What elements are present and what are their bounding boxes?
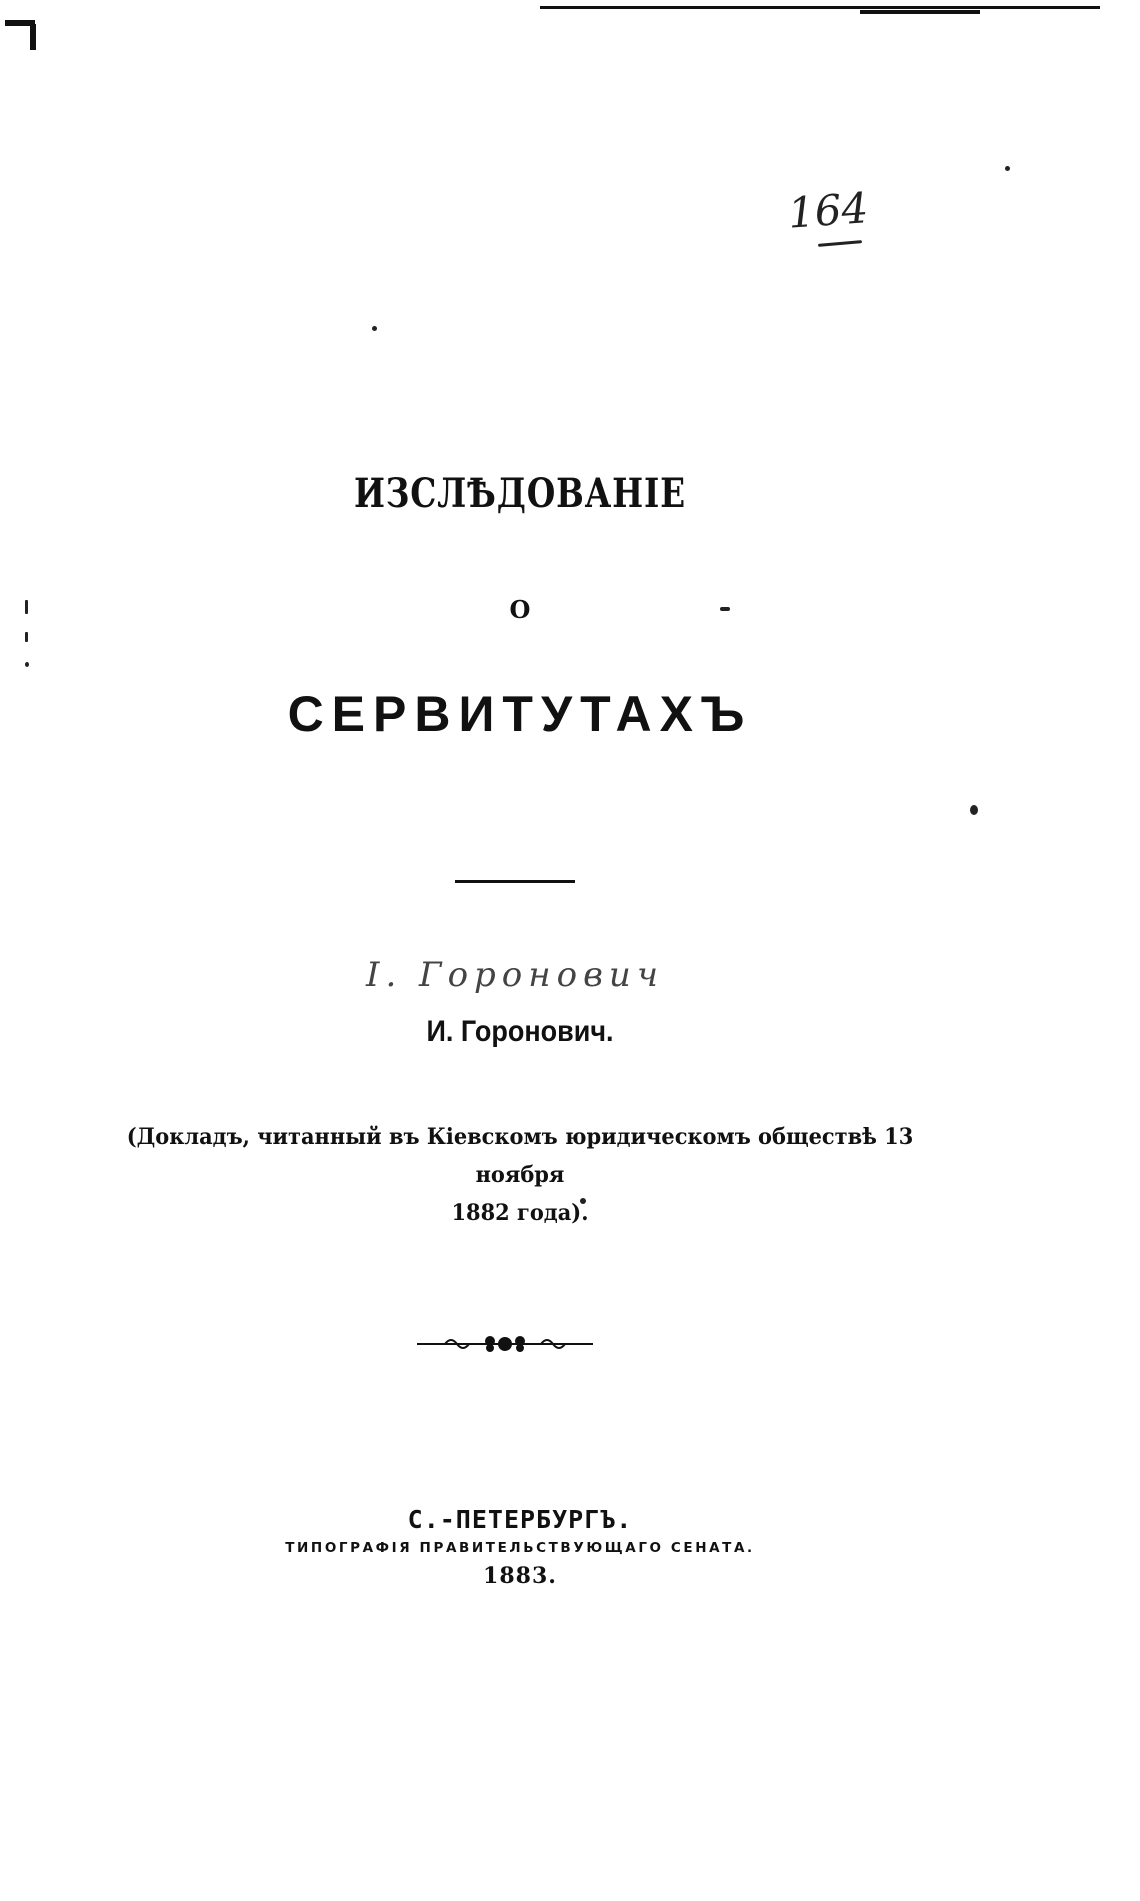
handwritten-author-note: I. Горонович [366, 955, 664, 995]
speck [1005, 166, 1010, 171]
title-preposition: О [509, 595, 531, 624]
report-note [120, 1118, 920, 1232]
publication-year: 1883. [483, 1563, 557, 1589]
speck [25, 632, 28, 642]
title-divider [455, 880, 575, 883]
speck [970, 805, 978, 815]
scan-edge-artifact [540, 6, 1100, 9]
publication-city: С.-ПЕТЕРБУРГЪ. [407, 1505, 633, 1534]
author-name: И. Горонович. [426, 1015, 614, 1048]
pencil-shelf-number: 164 [786, 183, 870, 238]
scan-corner-artifact [30, 24, 36, 50]
speck [25, 662, 29, 667]
printing-house: ТИПОГРАФІЯ ПРАВИТЕЛЬСТВУЮЩАГО СЕНАТА. [285, 1540, 755, 1556]
pencil-underline [818, 240, 862, 247]
report-note-line-1: (Докладъ, читанный въ Кіевскомъ юридическомъ обществѣ 13 ноября [126, 1124, 914, 1188]
speck [372, 326, 377, 331]
scan-edge-artifact [860, 10, 980, 14]
page-title: ИЗСЛѢДОВАНІЕ [354, 470, 686, 517]
report-note-line-2: 1882 года). [451, 1200, 589, 1226]
decorative-ornament [415, 1332, 595, 1356]
title-subject: СЕРВИТУТАХЪ [287, 686, 753, 742]
